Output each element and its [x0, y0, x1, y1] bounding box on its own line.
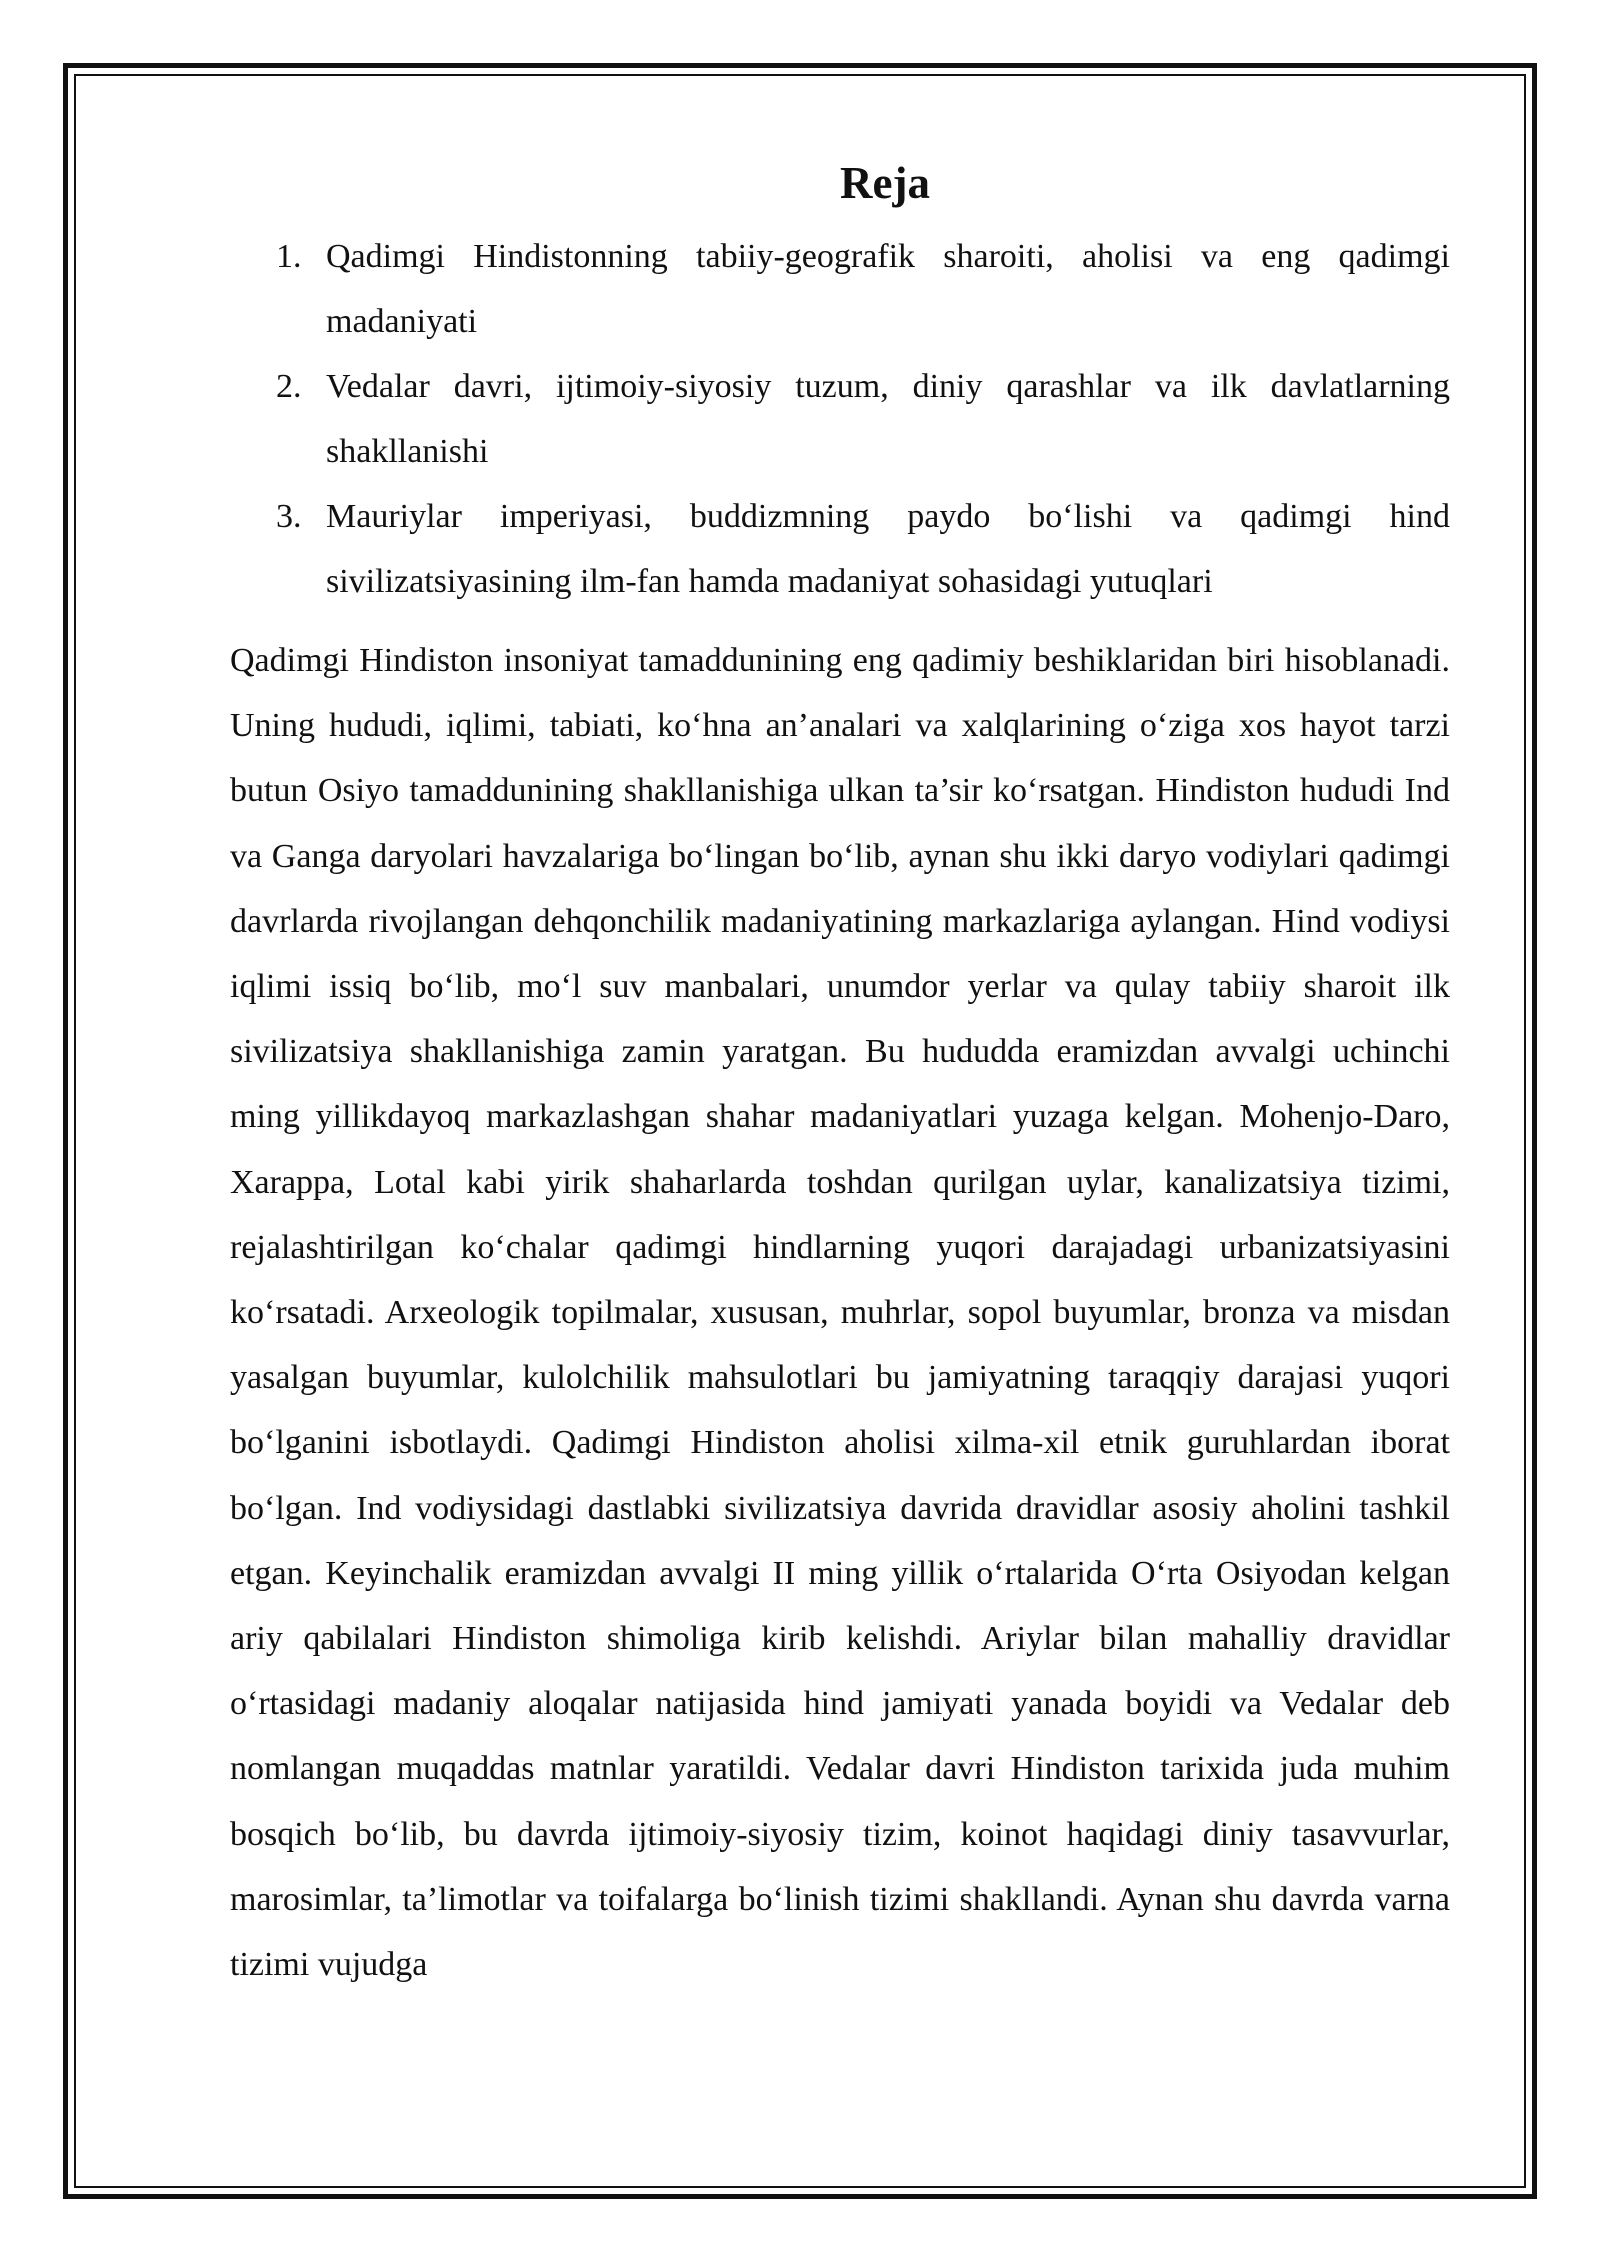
plan-item-number: 1.: [276, 238, 302, 275]
page-title: Reja: [840, 158, 930, 208]
plan-item: [230, 354, 1450, 484]
plan-item-number: 3.: [276, 498, 302, 535]
plan-item: [230, 224, 1450, 354]
plan-item-text: Qadimgi Hindistonning tabiiy-geografik sharoiti, aholisi va eng qadimgi madaniyati: [326, 238, 1450, 340]
plan-item-text: Mauriylar imperiyasi, buddizmning paydo bo‘lishi va qadimgi hind sivilizatsiyasining ilm-fan hamda madaniyat sohasidagi yutuqlari: [326, 498, 1450, 600]
document-content: [230, 150, 1450, 1997]
plan-list: [230, 224, 1450, 614]
plan-item-number: 2.: [276, 368, 302, 405]
plan-item: [230, 484, 1450, 614]
plan-item-text: Vedalar davri, ijtimoiy-siyosiy tuzum, diniy qarashlar va ilk davlatlarning shakllanishi: [326, 368, 1450, 470]
body-paragraph: Qadimgi Hindiston insoniyat tamaddunining eng qadimiy beshiklaridan biri hisoblanadi. Uning hududi, iqlimi, tabiati, ko‘hna an’analari va xalqlarining o‘ziga xos hayot tarzi butun Osiyo tamaddunining shakllanishiga ulkan ta’sir ko‘rsatgan. Hindiston hududi Ind va Ganga daryolari havzalariga bo‘lingan bo‘lib, aynan shu ikki daryo vodiylari qadimgi davrlarda rivojlangan dehqonchilik madaniyatining markazlariga aylangan. Hind vodiysi iqlimi issiq bo‘lib, mo‘l suv manbalari, unumdor yerlar va qulay tabiiy sharoit ilk sivilizatsiya shakllanishiga zamin yaratgan. Bu hududda eramizdan avvalgi uchinchi ming yillikdayoq markazlashgan shahar madaniyatlari yuzaga kelgan. Mohenjo-Daro, Xarappa, Lotal kabi yirik shaharlarda toshdan qurilgan uylar, kanalizatsiya tizimi, rejalashtirilgan ko‘chalar qadimgi hindlarning yuqori darajadagi urbanizatsiyasini ko‘rsatadi. Arxeologik topilmalar, xususan, muhrlar, sopol buyumlar, bronza va misdan yasalgan buyumlar, kulolchilik mahsulotlari bu jamiyatning taraqqiy darajasi yuqori bo‘lganini isbotlaydi. Qadimgi Hindiston aholisi xilma-xil etnik guruhlardan iborat bo‘lgan. Ind vodiysidagi dastlabki sivilizatsiya davrida dravidlar asosiy aholini tashkil etgan. Keyinchalik eramizdan avvalgi II ming yillik o‘rtalarida O‘rta Osiyodan kelgan ariy qabilalari Hindiston shimoliga kirib kelishdi. Ariylar bilan mahalliy dravidlar o‘rtasidagi madaniy aloqalar natijasida hind jamiyati yanada boyidi va Vedalar deb nomlangan muqaddas matnlar yaratildi. Vedalar davri Hindiston tarixida juda muhim bosqich bo‘lib, bu davrda ijtimoiy-siyosiy tizim, koinot haqidagi diniy tasavvurlar, marosimlar, ta’limotlar va toifalarga bo‘linish tizimi shakllandi. Aynan shu davrda varna tizimi vujudga: [230, 642, 1450, 1984]
